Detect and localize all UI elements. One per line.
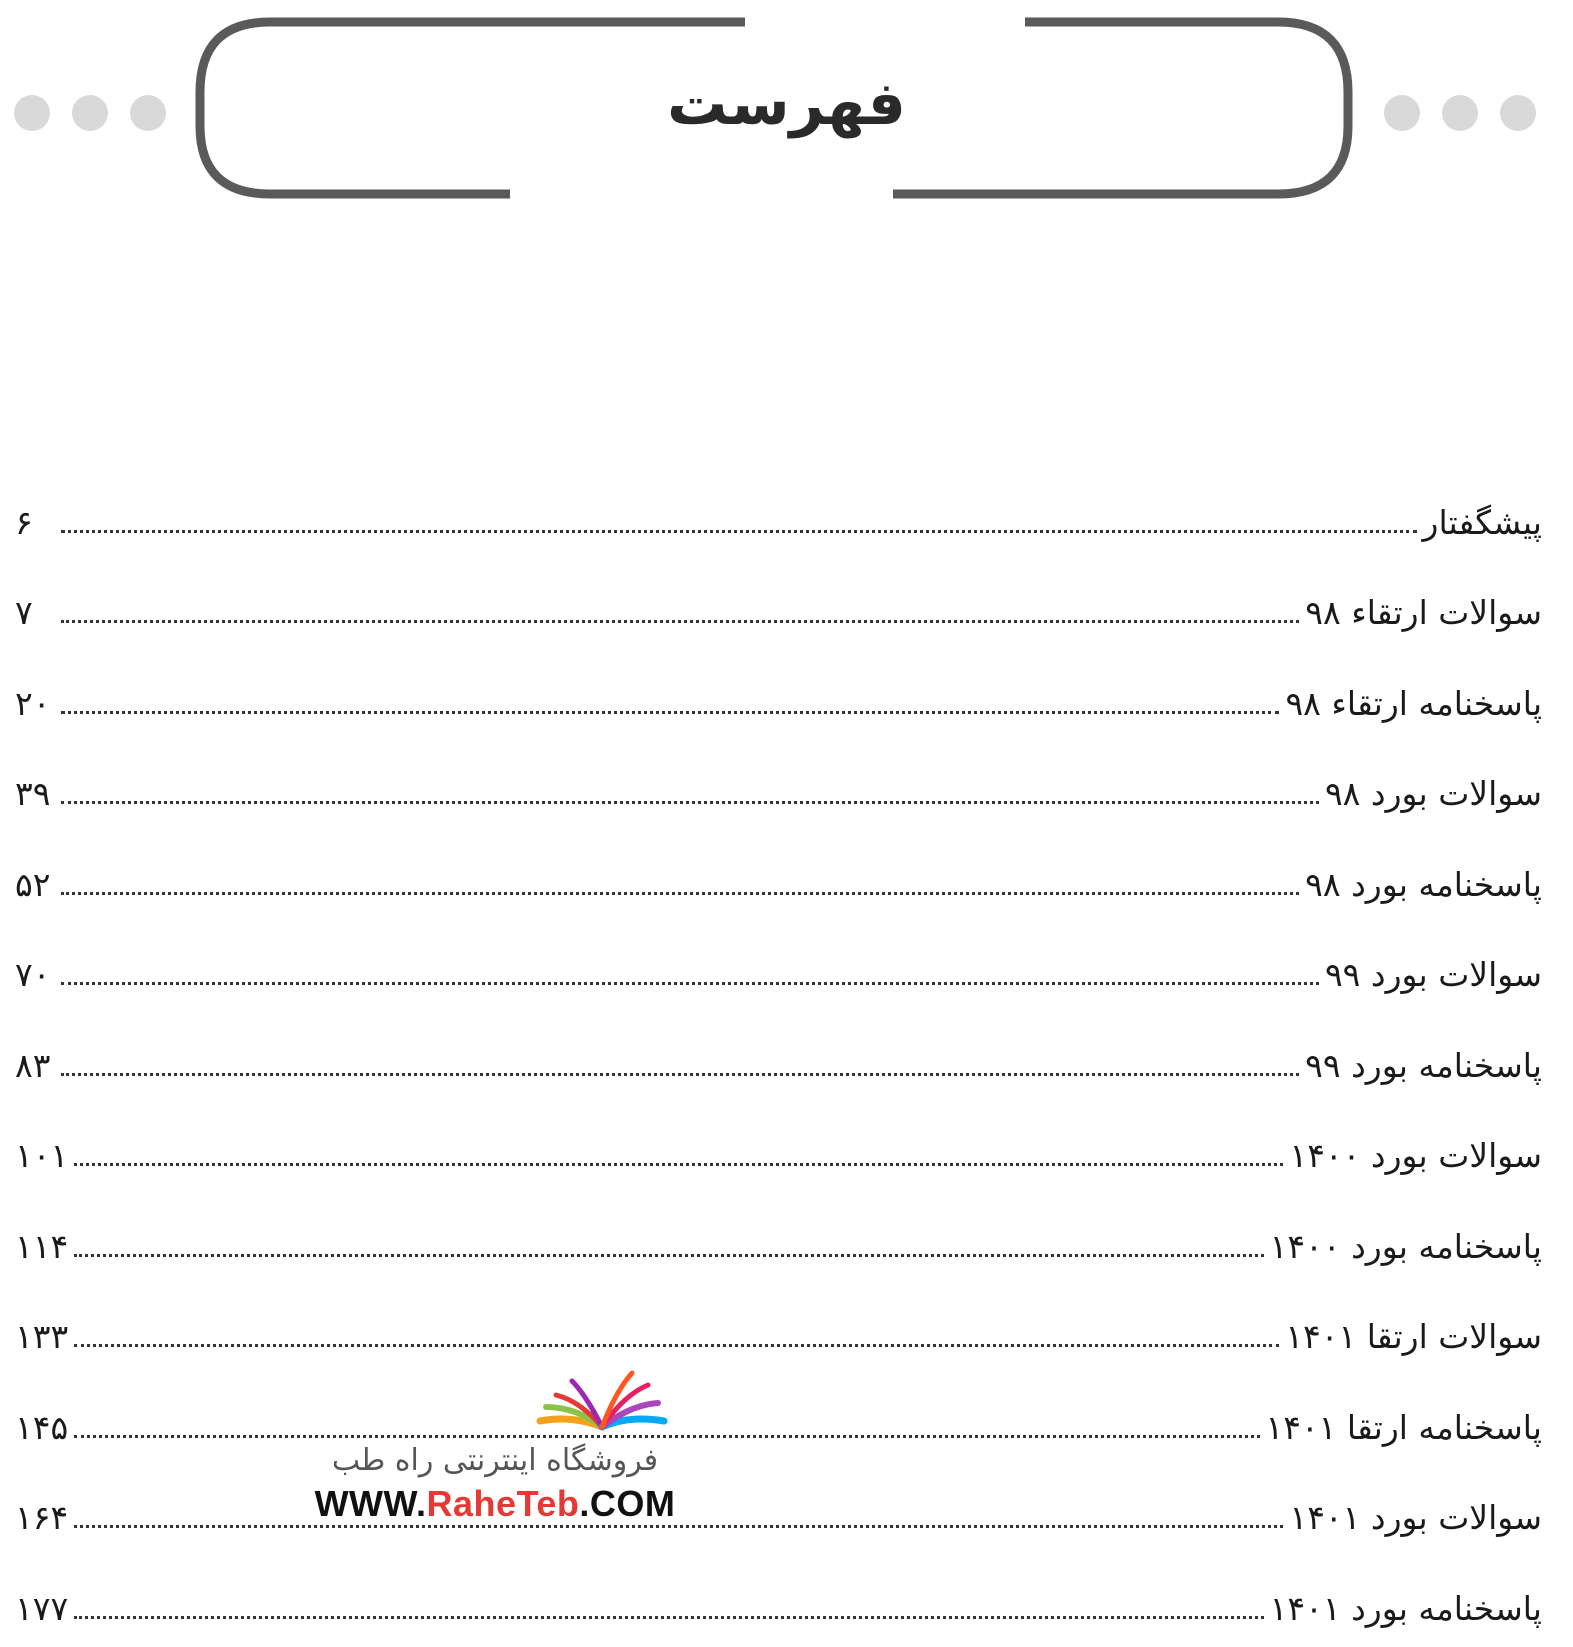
toc-entry[interactable]: [15, 1013, 1542, 1104]
toc-entry-page: ۳۹: [15, 774, 51, 813]
dot-leader: [61, 711, 1279, 714]
toc-entry-page: ۵۲: [15, 864, 51, 904]
table-of-contents: [15, 470, 1542, 1647]
toc-entry-title: سوالات ارتقاء ۹۸: [1305, 593, 1542, 632]
toc-entry-page: ۷: [15, 593, 33, 632]
toc-entry-title: سوالات بورد ۱۴۰۱: [1289, 1498, 1542, 1537]
toc-entry-title: پیشگفتار: [1422, 502, 1542, 542]
toc-entry-page: ۸۳: [15, 1045, 51, 1085]
dot-leader: [61, 982, 1319, 985]
toc-entry-title: پاسخنامه بورد ۱۴۰۰: [1269, 1226, 1542, 1266]
page-title: فهرست: [667, 69, 906, 139]
toc-entry[interactable]: [15, 832, 1542, 923]
dot-leader: [74, 1254, 1263, 1257]
url-prefix: WWW.: [314, 1483, 427, 1524]
toc-entry-title: پاسخنامه بورد ۹۸: [1305, 864, 1542, 904]
toc-entry-page: ۱۷۷: [15, 1588, 69, 1628]
toc-entry[interactable]: [15, 742, 1542, 833]
dot-leader: [61, 1073, 1299, 1076]
toc-entry[interactable]: [15, 923, 1542, 1014]
toc-entry-title: پاسخنامه بورد ۱۴۰۱: [1269, 1588, 1542, 1628]
page-header: [0, 0, 1573, 220]
toc-entry-page: ۷۰: [15, 955, 51, 994]
dot-leader: [61, 530, 1417, 533]
toc-entry[interactable]: [15, 1466, 1542, 1557]
store-watermark: [300, 1365, 690, 1525]
url-suffix: .COM: [579, 1483, 676, 1524]
toc-entry[interactable]: [15, 470, 1542, 561]
toc-entry[interactable]: [15, 1556, 1542, 1647]
toc-entry-page: ۶: [15, 502, 33, 542]
store-url[interactable]: [300, 1483, 690, 1525]
toc-entry-page: ۱۴۵: [15, 1407, 69, 1447]
toc-entry-page: ۱۶۴: [15, 1498, 69, 1537]
toc-entry-title: سوالات بورد ۹۹: [1324, 955, 1542, 994]
open-book-logo-icon: [532, 1365, 672, 1437]
dot-leader: [74, 1163, 1283, 1166]
dot-leader: [61, 620, 1299, 623]
toc-entry[interactable]: [15, 1104, 1542, 1195]
dot-leader: [61, 801, 1319, 804]
toc-entry-title: پاسخنامه ارتقاء ۹۸: [1285, 683, 1542, 723]
toc-entry-title: سوالات بورد ۹۸: [1324, 774, 1542, 813]
toc-entry-page: ۱۱۴: [15, 1226, 69, 1266]
toc-entry[interactable]: [15, 561, 1542, 652]
toc-entry[interactable]: [15, 651, 1542, 742]
toc-entry-page: ۱۳۳: [15, 1317, 69, 1356]
dot-leader: [74, 1344, 1279, 1347]
toc-entry-title: سوالات بورد ۱۴۰۰: [1289, 1136, 1542, 1175]
toc-entry[interactable]: [15, 1375, 1542, 1466]
toc-entry-page: ۲۰: [15, 683, 51, 723]
toc-entry-page: ۱۰۱: [15, 1136, 69, 1175]
toc-entry-title: پاسخنامه ارتقا ۱۴۰۱: [1265, 1407, 1542, 1447]
dot-leader: [74, 1525, 1283, 1528]
toc-entry[interactable]: [15, 1285, 1542, 1376]
store-name: فروشگاه اینترنتی راه طب: [331, 1443, 659, 1478]
toc-entry-title: پاسخنامه بورد ۹۹: [1305, 1045, 1542, 1085]
toc-entry-title: سوالات ارتقا ۱۴۰۱: [1285, 1317, 1542, 1356]
dot-leader: [61, 892, 1299, 895]
url-brand: RaheTeb: [426, 1483, 580, 1524]
toc-entry[interactable]: [15, 1194, 1542, 1285]
